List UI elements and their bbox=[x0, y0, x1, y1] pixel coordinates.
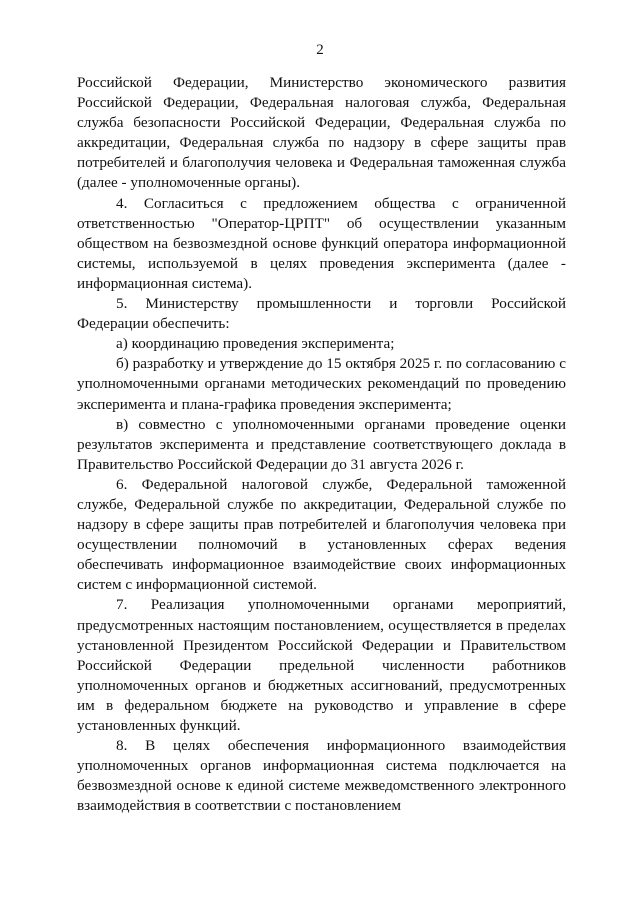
paragraph-continuation: Российской Федерации, Министерство экономического развития Российской Федерации, Федеральная налоговая служба, Федеральная служба безопасности Российской Федерации, Федеральная служба по аккредитации, Федеральная служба по надзору в сфере защиты прав потребителей и благополучия человека и Федеральная таможенная служба (далее - уполномоченные органы). bbox=[77, 74, 566, 192]
paragraph-item-4: 4. Согласиться с предложением общества с ограниченной ответственностью "Оператор-ЦРПТ" об осуществлении указанным обществом на безвозмездной основе функций оператора информационной системы, используемой в целях проведения эксперимента (далее - информационная система). bbox=[77, 194, 566, 292]
page-number: 2 bbox=[316, 42, 324, 58]
paragraph-item-7: 7. Реализация уполномоченными органами мероприятий, предусмотренных настоящим постановлением, осуществляется в пределах установленной Президентом Российской Федерации и Правительством Российской Федерации предельной численности работников уполномоченных органов и бюджетных ассигнований, предусмотренных им в федеральном бюджете на руководство и управление в сфере установленных функций. bbox=[77, 596, 566, 734]
paragraph-item-6: 6. Федеральной налоговой службе, Федеральной таможенной службе, Федеральной службе по аккредитации, Федеральной службе по надзору в сфере защиты прав потребителей и благополучия человека при осуществлении полномочий в установленных сферах ведения обеспечивать информационное взаимодействие своих информационных систем с информационной системой. bbox=[77, 475, 566, 594]
paragraph-item-5c: в) совместно с уполномоченными органами проведение оценки результатов эксперимента и представление соответствующего доклада в Правительство Российской Федерации до 31 августа 2026 г. bbox=[77, 415, 566, 473]
document-body bbox=[77, 73, 566, 816]
paragraph-item-5: 5. Министерству промышленности и торговли Российской Федерации обеспечить: bbox=[77, 295, 566, 333]
paragraph-item-8: 8. В целях обеспечения информационного взаимодействия уполномоченных органов информационная система подключается на безвозмездной основе к единой системе межведомственного электронного взаимодействия в соответствии с постановлением bbox=[77, 737, 566, 815]
paragraph-item-5a: а) координацию проведения эксперимента; bbox=[116, 335, 395, 353]
paragraph-item-5b: б) разработку и утверждение до 15 октября 2025 г. по согласованию с уполномоченными органами методических рекомендаций по проведению эксперимента и плана-графика проведения эксперимента; bbox=[77, 355, 566, 413]
